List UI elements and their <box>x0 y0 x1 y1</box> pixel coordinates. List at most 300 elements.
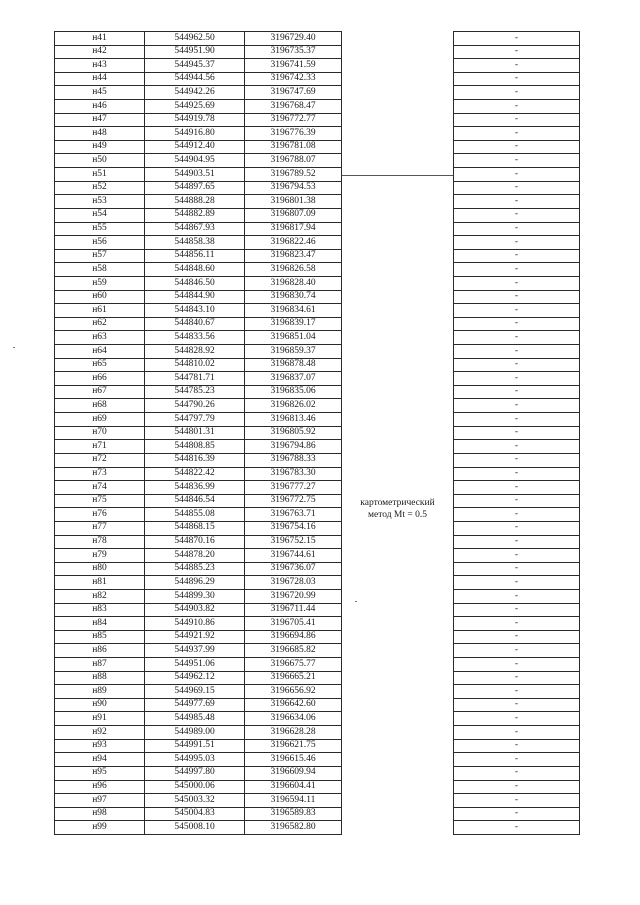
dash-cell: - <box>454 426 580 440</box>
dash-cell: - <box>454 508 580 522</box>
table-row <box>55 712 580 726</box>
y-coordinate-cell: 3196705.41 <box>245 617 342 631</box>
dash-cell: - <box>454 726 580 740</box>
y-coordinate-cell: 3196656.92 <box>245 685 342 699</box>
method-cell <box>342 658 454 672</box>
method-cell <box>342 236 454 250</box>
y-coordinate-cell: 3196837.07 <box>245 372 342 386</box>
y-coordinate-cell: 3196772.77 <box>245 113 342 127</box>
table-row <box>55 372 580 386</box>
method-cell <box>342 821 454 835</box>
x-coordinate-cell: 544997.80 <box>145 766 245 780</box>
x-coordinate-cell: 545003.32 <box>145 794 245 808</box>
y-coordinate-cell: 3196742.33 <box>245 72 342 86</box>
point-name-cell: н87 <box>55 658 145 672</box>
dash-cell: - <box>454 249 580 263</box>
x-coordinate-cell: 544921.92 <box>145 630 245 644</box>
table-row <box>55 453 580 467</box>
point-name-cell: н52 <box>55 181 145 195</box>
dash-cell: - <box>454 72 580 86</box>
x-coordinate-cell: 544925.69 <box>145 100 245 114</box>
y-coordinate-cell: 3196794.53 <box>245 181 342 195</box>
point-name-cell: н65 <box>55 358 145 372</box>
y-coordinate-cell: 3196582.80 <box>245 821 342 835</box>
method-column-divider <box>342 175 453 176</box>
x-coordinate-cell: 544903.51 <box>145 168 245 182</box>
method-cell <box>342 399 454 413</box>
table-row <box>55 508 580 522</box>
point-name-cell: н51 <box>55 168 145 182</box>
method-cell <box>342 276 454 290</box>
method-cell <box>342 698 454 712</box>
point-name-cell: н74 <box>55 481 145 495</box>
method-cell <box>342 481 454 495</box>
method-cell <box>342 549 454 563</box>
point-name-cell: н45 <box>55 86 145 100</box>
x-coordinate-cell: 544828.92 <box>145 345 245 359</box>
dash-cell: - <box>454 549 580 563</box>
method-cell <box>342 535 454 549</box>
method-cell <box>342 222 454 236</box>
point-name-cell: н80 <box>55 562 145 576</box>
method-cell <box>342 521 454 535</box>
method-cell <box>342 467 454 481</box>
point-name-cell: н76 <box>55 508 145 522</box>
point-name-cell: н73 <box>55 467 145 481</box>
table-row <box>55 208 580 222</box>
table-row <box>55 739 580 753</box>
table-row <box>55 59 580 73</box>
point-name-cell: н81 <box>55 576 145 590</box>
table-row <box>55 535 580 549</box>
dash-cell: - <box>454 617 580 631</box>
y-coordinate-cell: 3196839.17 <box>245 317 342 331</box>
y-coordinate-cell: 3196807.09 <box>245 208 342 222</box>
table-row <box>55 467 580 481</box>
y-coordinate-cell: 3196763.71 <box>245 508 342 522</box>
dash-cell: - <box>454 630 580 644</box>
point-name-cell: н84 <box>55 617 145 631</box>
dash-cell: - <box>454 331 580 345</box>
table-row <box>55 658 580 672</box>
point-name-cell: н59 <box>55 276 145 290</box>
y-coordinate-cell: 3196589.83 <box>245 807 342 821</box>
y-coordinate-cell: 3196835.06 <box>245 385 342 399</box>
point-name-cell: н96 <box>55 780 145 794</box>
point-name-cell: н64 <box>55 345 145 359</box>
method-cell <box>342 385 454 399</box>
dash-cell: - <box>454 589 580 603</box>
y-coordinate-cell: 3196822.46 <box>245 236 342 250</box>
table-row <box>55 331 580 345</box>
y-coordinate-cell: 3196604.41 <box>245 780 342 794</box>
y-coordinate-cell: 3196805.92 <box>245 426 342 440</box>
dash-cell: - <box>454 399 580 413</box>
table-row <box>55 358 580 372</box>
x-coordinate-cell: 544785.23 <box>145 385 245 399</box>
x-coordinate-cell: 544816.39 <box>145 453 245 467</box>
y-coordinate-cell: 3196747.69 <box>245 86 342 100</box>
x-coordinate-cell: 544878.20 <box>145 549 245 563</box>
dash-cell: - <box>454 236 580 250</box>
table-row <box>55 617 580 631</box>
point-name-cell: н71 <box>55 440 145 454</box>
table-row <box>55 549 580 563</box>
y-coordinate-cell: 3196830.74 <box>245 290 342 304</box>
y-coordinate-cell: 3196694.86 <box>245 630 342 644</box>
x-coordinate-cell: 545000.06 <box>145 780 245 794</box>
y-coordinate-cell: 3196628.28 <box>245 726 342 740</box>
method-cell <box>342 739 454 753</box>
y-coordinate-cell: 3196801.38 <box>245 195 342 209</box>
x-coordinate-cell: 544991.51 <box>145 739 245 753</box>
y-coordinate-cell: 3196728.03 <box>245 576 342 590</box>
x-coordinate-cell: 544856.11 <box>145 249 245 263</box>
table-row <box>55 780 580 794</box>
method-cell <box>342 617 454 631</box>
table-row <box>55 726 580 740</box>
x-coordinate-cell: 544888.28 <box>145 195 245 209</box>
dash-cell: - <box>454 276 580 290</box>
x-coordinate-cell: 544801.31 <box>145 426 245 440</box>
method-note-line-1: картометрический <box>360 498 435 508</box>
dash-cell: - <box>454 317 580 331</box>
point-name-cell: н86 <box>55 644 145 658</box>
table-row <box>55 671 580 685</box>
table-row <box>55 304 580 318</box>
table-row <box>55 222 580 236</box>
y-coordinate-cell: 3196720.99 <box>245 589 342 603</box>
dash-cell: - <box>454 821 580 835</box>
y-coordinate-cell: 3196776.39 <box>245 127 342 141</box>
y-coordinate-cell: 3196634.06 <box>245 712 342 726</box>
y-coordinate-cell: 3196789.52 <box>245 168 342 182</box>
table-row <box>55 140 580 154</box>
x-coordinate-cell: 544912.40 <box>145 140 245 154</box>
x-coordinate-cell: 544855.08 <box>145 508 245 522</box>
table-row <box>55 413 580 427</box>
dash-cell: - <box>454 358 580 372</box>
x-coordinate-cell: 544870.16 <box>145 535 245 549</box>
table-row <box>55 345 580 359</box>
dash-cell: - <box>454 535 580 549</box>
x-coordinate-cell: 544844.90 <box>145 290 245 304</box>
coordinates-table-body <box>55 32 580 835</box>
y-coordinate-cell: 3196615.46 <box>245 753 342 767</box>
dash-cell: - <box>454 603 580 617</box>
method-cell <box>342 358 454 372</box>
dash-cell: - <box>454 181 580 195</box>
method-cell <box>342 127 454 141</box>
point-name-cell: н82 <box>55 589 145 603</box>
table-row <box>55 276 580 290</box>
method-cell <box>342 100 454 114</box>
table-row <box>55 481 580 495</box>
table-row <box>55 181 580 195</box>
x-coordinate-cell: 544919.78 <box>145 113 245 127</box>
y-coordinate-cell: 3196788.07 <box>245 154 342 168</box>
table-row <box>55 100 580 114</box>
method-cell <box>342 317 454 331</box>
table-row <box>55 86 580 100</box>
dash-cell: - <box>454 562 580 576</box>
dash-cell: - <box>454 372 580 386</box>
y-coordinate-cell: 3196752.15 <box>245 535 342 549</box>
x-coordinate-cell: 544858.38 <box>145 236 245 250</box>
table-row <box>55 72 580 86</box>
y-coordinate-cell: 3196609.94 <box>245 766 342 780</box>
dash-cell: - <box>454 304 580 318</box>
point-name-cell: н88 <box>55 671 145 685</box>
dash-cell: - <box>454 195 580 209</box>
dash-cell: - <box>454 712 580 726</box>
table-row <box>55 440 580 454</box>
x-coordinate-cell: 544945.37 <box>145 59 245 73</box>
x-coordinate-cell: 544969.15 <box>145 685 245 699</box>
table-row <box>55 794 580 808</box>
method-cell <box>342 794 454 808</box>
point-name-cell: н63 <box>55 331 145 345</box>
method-cell <box>342 426 454 440</box>
table-row <box>55 521 580 535</box>
table-row <box>55 249 580 263</box>
method-cell <box>342 331 454 345</box>
dash-cell: - <box>454 753 580 767</box>
y-coordinate-cell: 3196834.61 <box>245 304 342 318</box>
table-row <box>55 603 580 617</box>
point-name-cell: н97 <box>55 794 145 808</box>
table-row <box>55 399 580 413</box>
table-row <box>55 766 580 780</box>
y-coordinate-cell: 3196813.46 <box>245 413 342 427</box>
dash-cell: - <box>454 658 580 672</box>
x-coordinate-cell: 544985.48 <box>145 712 245 726</box>
point-name-cell: н61 <box>55 304 145 318</box>
dash-cell: - <box>454 807 580 821</box>
table-row <box>55 494 580 508</box>
x-coordinate-cell: 544833.56 <box>145 331 245 345</box>
table-row <box>55 168 580 182</box>
x-coordinate-cell: 544885.23 <box>145 562 245 576</box>
method-cell <box>342 140 454 154</box>
point-name-cell: н94 <box>55 753 145 767</box>
y-coordinate-cell: 3196826.58 <box>245 263 342 277</box>
y-coordinate-cell: 3196675.77 <box>245 658 342 672</box>
dash-cell: - <box>454 59 580 73</box>
y-coordinate-cell: 3196878.48 <box>245 358 342 372</box>
dash-cell: - <box>454 453 580 467</box>
dash-cell: - <box>454 780 580 794</box>
table-row <box>55 821 580 835</box>
table-row <box>55 685 580 699</box>
method-cell <box>342 45 454 59</box>
point-name-cell: н91 <box>55 712 145 726</box>
x-coordinate-cell: 544962.12 <box>145 671 245 685</box>
y-coordinate-cell: 3196665.21 <box>245 671 342 685</box>
x-coordinate-cell: 544944.56 <box>145 72 245 86</box>
x-coordinate-cell: 544840.67 <box>145 317 245 331</box>
x-coordinate-cell: 544942.26 <box>145 86 245 100</box>
method-cell <box>342 807 454 821</box>
point-name-cell: н60 <box>55 290 145 304</box>
table-row <box>55 236 580 250</box>
point-name-cell: н49 <box>55 140 145 154</box>
method-cell <box>342 413 454 427</box>
y-coordinate-cell: 3196744.61 <box>245 549 342 563</box>
point-name-cell: н68 <box>55 399 145 413</box>
point-name-cell: н44 <box>55 72 145 86</box>
method-cell <box>342 304 454 318</box>
table-row <box>55 263 580 277</box>
dash-cell: - <box>454 440 580 454</box>
point-name-cell: н98 <box>55 807 145 821</box>
method-cell <box>342 195 454 209</box>
dash-cell: - <box>454 154 580 168</box>
point-name-cell: н99 <box>55 821 145 835</box>
point-name-cell: н48 <box>55 127 145 141</box>
x-coordinate-cell: 544790.26 <box>145 399 245 413</box>
dash-cell: - <box>454 45 580 59</box>
dash-cell: - <box>454 644 580 658</box>
y-coordinate-cell: 3196621.75 <box>245 739 342 753</box>
x-coordinate-cell: 544962.50 <box>145 32 245 46</box>
dash-cell: - <box>454 576 580 590</box>
point-name-cell: н83 <box>55 603 145 617</box>
dash-cell: - <box>454 671 580 685</box>
table-row <box>55 807 580 821</box>
x-coordinate-cell: 544843.10 <box>145 304 245 318</box>
point-name-cell: н85 <box>55 630 145 644</box>
y-coordinate-cell: 3196859.37 <box>245 345 342 359</box>
y-coordinate-cell: 3196768.47 <box>245 100 342 114</box>
dash-cell: - <box>454 32 580 46</box>
dash-cell: - <box>454 413 580 427</box>
method-cell <box>342 181 454 195</box>
y-coordinate-cell: 3196788.33 <box>245 453 342 467</box>
x-coordinate-cell: 544916.80 <box>145 127 245 141</box>
dash-cell: - <box>454 739 580 753</box>
y-coordinate-cell: 3196851.04 <box>245 331 342 345</box>
dash-cell: - <box>454 385 580 399</box>
dash-cell: - <box>454 140 580 154</box>
method-cell <box>342 685 454 699</box>
point-name-cell: н62 <box>55 317 145 331</box>
method-cell <box>342 345 454 359</box>
table-row <box>55 576 580 590</box>
y-coordinate-cell: 3196828.40 <box>245 276 342 290</box>
x-coordinate-cell: 544951.06 <box>145 658 245 672</box>
y-coordinate-cell: 3196685.82 <box>245 644 342 658</box>
point-name-cell: н90 <box>55 698 145 712</box>
dash-cell: - <box>454 467 580 481</box>
x-coordinate-cell: 544910.86 <box>145 617 245 631</box>
method-cell <box>342 644 454 658</box>
y-coordinate-cell: 3196817.94 <box>245 222 342 236</box>
point-name-cell: н55 <box>55 222 145 236</box>
table-row <box>55 753 580 767</box>
x-coordinate-cell: 544977.69 <box>145 698 245 712</box>
x-coordinate-cell: 544846.50 <box>145 276 245 290</box>
dash-cell: - <box>454 100 580 114</box>
method-cell <box>342 249 454 263</box>
point-name-cell: н56 <box>55 236 145 250</box>
table-row <box>55 113 580 127</box>
method-cell <box>342 671 454 685</box>
dash-cell: - <box>454 481 580 495</box>
method-cell <box>342 780 454 794</box>
method-cell <box>342 712 454 726</box>
table-row <box>55 385 580 399</box>
x-coordinate-cell: 544995.03 <box>145 753 245 767</box>
table-row <box>55 426 580 440</box>
table-row <box>55 630 580 644</box>
x-coordinate-cell: 545008.10 <box>145 821 245 835</box>
method-cell <box>342 589 454 603</box>
method-cell <box>342 726 454 740</box>
dash-cell: - <box>454 127 580 141</box>
table-row <box>55 290 580 304</box>
point-name-cell: н58 <box>55 263 145 277</box>
y-coordinate-cell: 3196794.86 <box>245 440 342 454</box>
dash-cell: - <box>454 521 580 535</box>
method-cell <box>342 32 454 46</box>
table-row <box>55 127 580 141</box>
x-coordinate-cell: 544810.02 <box>145 358 245 372</box>
x-coordinate-cell: 544867.93 <box>145 222 245 236</box>
table-row <box>55 317 580 331</box>
table-row <box>55 698 580 712</box>
table-row <box>55 644 580 658</box>
point-name-cell: н46 <box>55 100 145 114</box>
point-name-cell: н67 <box>55 385 145 399</box>
method-cell <box>342 290 454 304</box>
dash-cell: - <box>454 494 580 508</box>
point-name-cell: н95 <box>55 766 145 780</box>
x-coordinate-cell: 544848.60 <box>145 263 245 277</box>
point-name-cell: н47 <box>55 113 145 127</box>
point-name-cell: н43 <box>55 59 145 73</box>
dash-cell: - <box>454 208 580 222</box>
scan-speck <box>355 601 357 602</box>
table-row <box>55 45 580 59</box>
method-cell <box>342 603 454 617</box>
method-cell <box>342 372 454 386</box>
dash-cell: - <box>454 345 580 359</box>
point-name-cell: н72 <box>55 453 145 467</box>
y-coordinate-cell: 3196826.02 <box>245 399 342 413</box>
method-cell <box>342 766 454 780</box>
x-coordinate-cell: 544836.99 <box>145 481 245 495</box>
point-name-cell: н78 <box>55 535 145 549</box>
dash-cell: - <box>454 685 580 699</box>
x-coordinate-cell: 544937.99 <box>145 644 245 658</box>
x-coordinate-cell: 544868.15 <box>145 521 245 535</box>
point-name-cell: н77 <box>55 521 145 535</box>
x-coordinate-cell: 544808.85 <box>145 440 245 454</box>
point-name-cell: н54 <box>55 208 145 222</box>
table-row <box>55 32 580 46</box>
method-cell <box>342 263 454 277</box>
table-row <box>55 154 580 168</box>
y-coordinate-cell: 3196711.44 <box>245 603 342 617</box>
method-note-line-2: метод Mt = 0.5 <box>367 510 427 520</box>
table-row <box>55 589 580 603</box>
x-coordinate-cell: 544897.65 <box>145 181 245 195</box>
dash-cell: - <box>454 698 580 712</box>
y-coordinate-cell: 3196736.07 <box>245 562 342 576</box>
y-coordinate-cell: 3196781.08 <box>245 140 342 154</box>
y-coordinate-cell: 3196783.30 <box>245 467 342 481</box>
